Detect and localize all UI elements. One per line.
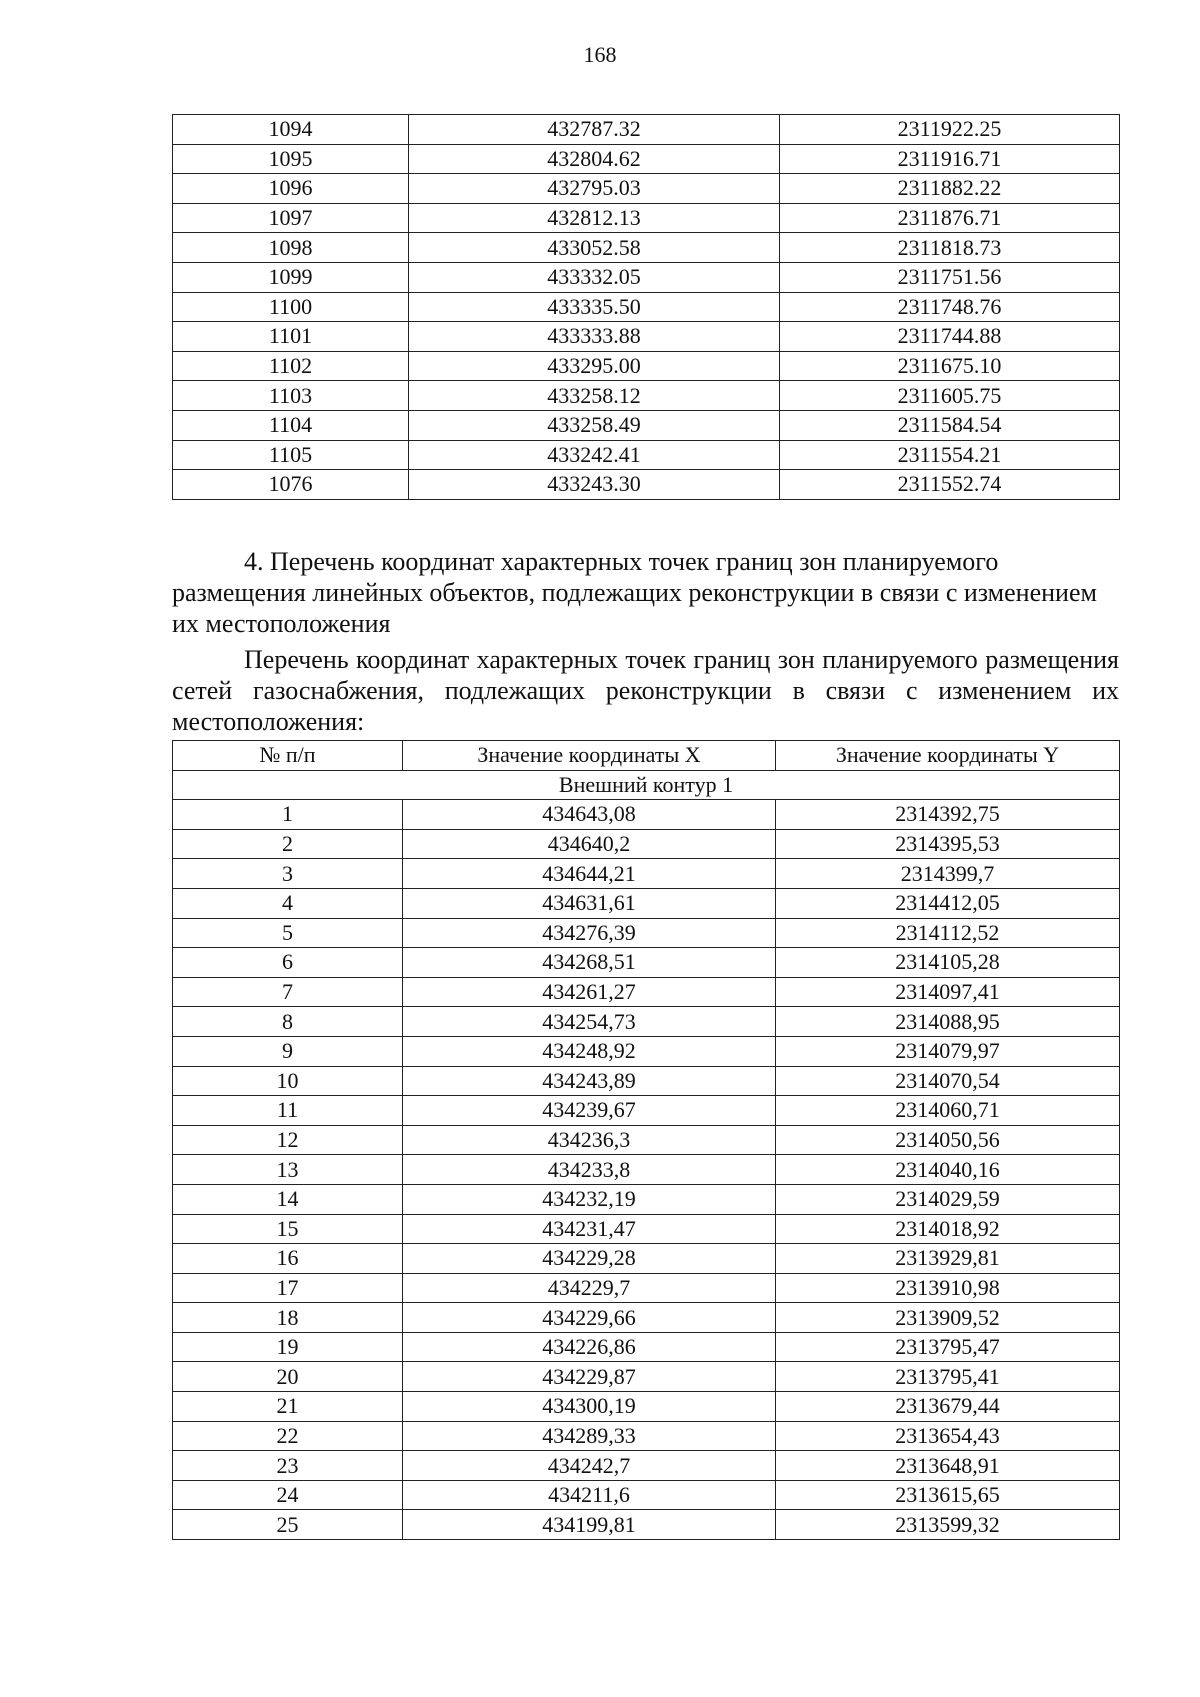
table-row — [173, 1244, 1120, 1274]
point-number-cell: 18 — [173, 1303, 403, 1333]
coordinate-x-cell: 433243.30 — [409, 470, 780, 500]
coordinate-x-cell: 434229,28 — [403, 1244, 776, 1274]
header-coordinate-x: Значение координаты X — [403, 741, 776, 771]
table-row — [173, 115, 1120, 145]
coordinate-x-cell: 433052.58 — [409, 233, 780, 263]
table-header-row — [173, 741, 1120, 771]
coordinate-y-cell: 2313929,81 — [776, 1244, 1120, 1274]
coordinate-y-cell: 2314029,59 — [776, 1184, 1120, 1214]
coordinate-x-cell: 434229,66 — [403, 1303, 776, 1333]
point-number-cell: 25 — [173, 1510, 403, 1540]
table-row — [173, 1007, 1120, 1037]
coordinate-x-cell: 434640,2 — [403, 829, 776, 859]
point-number-cell: 8 — [173, 1007, 403, 1037]
point-number-cell: 12 — [173, 1125, 403, 1155]
point-number-cell: 1101 — [173, 322, 409, 352]
coordinate-x-cell: 434644,21 — [403, 859, 776, 889]
section-intro: Перечень координат характерных точек границ зон планируемого размещения сетей газоснабжения, подлежащих реконструкции в связи с изменением их местоположения: — [172, 645, 1119, 736]
coordinate-y-cell: 2311605.75 — [780, 381, 1120, 411]
coordinate-y-cell: 2311876.71 — [780, 203, 1120, 233]
table-row — [173, 1480, 1120, 1510]
coordinate-y-cell: 2311922.25 — [780, 115, 1120, 145]
point-number-cell: 13 — [173, 1155, 403, 1185]
coordinate-y-cell: 2314105,28 — [776, 948, 1120, 978]
point-number-cell: 1102 — [173, 351, 409, 381]
coordinate-x-cell: 434232,19 — [403, 1184, 776, 1214]
coordinate-x-cell: 433258.12 — [409, 381, 780, 411]
point-number-cell: 1076 — [173, 470, 409, 500]
table-row — [173, 1096, 1120, 1126]
table-row — [173, 918, 1120, 948]
table-row — [173, 322, 1120, 352]
table-row — [173, 1421, 1120, 1451]
group-label: Внешний контур 1 — [173, 770, 1120, 800]
coordinate-x-cell: 434300,19 — [403, 1392, 776, 1422]
point-number-cell: 1097 — [173, 203, 409, 233]
coordinate-y-cell: 2311748.76 — [780, 292, 1120, 322]
coordinate-x-cell: 434231,47 — [403, 1214, 776, 1244]
gas-network-coordinates-body — [173, 770, 1120, 1539]
point-number-cell: 1098 — [173, 233, 409, 263]
coordinate-x-cell: 434631,61 — [403, 888, 776, 918]
point-number-cell: 1096 — [173, 174, 409, 204]
group-row — [173, 770, 1120, 800]
point-number-cell: 20 — [173, 1362, 403, 1392]
coordinate-y-cell: 2311882.22 — [780, 174, 1120, 204]
point-number-cell: 6 — [173, 948, 403, 978]
table-row — [173, 1125, 1120, 1155]
point-number-cell: 1104 — [173, 410, 409, 440]
table-row — [173, 470, 1120, 500]
table-row — [173, 292, 1120, 322]
point-number-cell: 11 — [173, 1096, 403, 1126]
table-row — [173, 829, 1120, 859]
coordinate-y-cell: 2314088,95 — [776, 1007, 1120, 1037]
coordinate-x-cell: 433242.41 — [409, 440, 780, 470]
coordinate-y-cell: 2314395,53 — [776, 829, 1120, 859]
point-number-cell: 1100 — [173, 292, 409, 322]
table-row — [173, 888, 1120, 918]
coordinate-x-cell: 433258.49 — [409, 410, 780, 440]
coordinate-y-cell: 2311552.74 — [780, 470, 1120, 500]
gas-network-coordinates-table — [172, 740, 1120, 1540]
table-row — [173, 233, 1120, 263]
coordinate-x-cell: 434254,73 — [403, 1007, 776, 1037]
coordinate-x-cell: 432812.13 — [409, 203, 780, 233]
coordinate-y-cell: 2311554.21 — [780, 440, 1120, 470]
coordinate-y-cell: 2313795,47 — [776, 1332, 1120, 1362]
header-point-number: № п/п — [173, 741, 403, 771]
point-number-cell: 1105 — [173, 440, 409, 470]
table-row — [173, 859, 1120, 889]
table-row — [173, 1184, 1120, 1214]
coordinate-y-cell: 2314050,56 — [776, 1125, 1120, 1155]
table-row — [173, 1392, 1120, 1422]
coordinate-y-cell: 2314060,71 — [776, 1096, 1120, 1126]
table-row — [173, 351, 1120, 381]
coordinate-x-cell: 434276,39 — [403, 918, 776, 948]
point-number-cell: 14 — [173, 1184, 403, 1214]
coordinate-x-cell: 434248,92 — [403, 1036, 776, 1066]
coordinate-y-cell: 2313615,65 — [776, 1480, 1120, 1510]
point-number-cell: 9 — [173, 1036, 403, 1066]
table-row — [173, 174, 1120, 204]
coordinate-x-cell: 432787.32 — [409, 115, 780, 145]
coordinate-y-cell: 2313599,32 — [776, 1510, 1120, 1540]
table-row — [173, 1155, 1120, 1185]
point-number-cell: 2 — [173, 829, 403, 859]
coordinate-x-cell: 434233,8 — [403, 1155, 776, 1185]
point-number-cell: 10 — [173, 1066, 403, 1096]
point-number-cell: 21 — [173, 1392, 403, 1422]
point-number-cell: 1103 — [173, 381, 409, 411]
table-row — [173, 977, 1120, 1007]
coordinate-y-cell: 2311584.54 — [780, 410, 1120, 440]
coordinate-x-cell: 433335.50 — [409, 292, 780, 322]
coordinate-x-cell: 434199,81 — [403, 1510, 776, 1540]
table-row — [173, 1214, 1120, 1244]
coordinate-y-cell: 2313654,43 — [776, 1421, 1120, 1451]
coordinate-y-cell: 2311675.10 — [780, 351, 1120, 381]
coordinate-y-cell: 2314040,16 — [776, 1155, 1120, 1185]
coordinate-y-cell: 2311818.73 — [780, 233, 1120, 263]
table-row — [173, 800, 1120, 830]
point-number-cell: 16 — [173, 1244, 403, 1274]
table-row — [173, 1451, 1120, 1481]
point-number-cell: 5 — [173, 918, 403, 948]
table-row — [173, 410, 1120, 440]
point-number-cell: 22 — [173, 1421, 403, 1451]
coordinate-x-cell: 434289,33 — [403, 1421, 776, 1451]
point-number-cell: 1095 — [173, 144, 409, 174]
point-number-cell: 4 — [173, 888, 403, 918]
page-number: 168 — [583, 42, 617, 67]
coordinate-x-cell: 432795.03 — [409, 174, 780, 204]
point-number-cell: 7 — [173, 977, 403, 1007]
point-number-cell: 23 — [173, 1451, 403, 1481]
table-row — [173, 1510, 1120, 1540]
header-coordinate-y: Значение координаты Y — [776, 741, 1120, 771]
coordinate-x-cell: 434268,51 — [403, 948, 776, 978]
coordinate-x-cell: 434643,08 — [403, 800, 776, 830]
coordinate-y-cell: 2314112,52 — [776, 918, 1120, 948]
coordinates-table-continued-body — [173, 115, 1120, 500]
point-number-cell: 24 — [173, 1480, 403, 1510]
coordinate-y-cell: 2311916.71 — [780, 144, 1120, 174]
table-row — [173, 1362, 1120, 1392]
coordinate-y-cell: 2314079,97 — [776, 1036, 1120, 1066]
point-number-cell: 3 — [173, 859, 403, 889]
coordinate-x-cell: 434229,87 — [403, 1362, 776, 1392]
point-number-cell: 1099 — [173, 262, 409, 292]
coordinate-y-cell: 2313795,41 — [776, 1362, 1120, 1392]
coordinate-y-cell: 2314070,54 — [776, 1066, 1120, 1096]
coordinate-x-cell: 433295.00 — [409, 351, 780, 381]
table-row — [173, 144, 1120, 174]
coordinate-x-cell: 433333.88 — [409, 322, 780, 352]
point-number-cell: 1094 — [173, 115, 409, 145]
table-row — [173, 1303, 1120, 1333]
coordinate-y-cell: 2314392,75 — [776, 800, 1120, 830]
coordinate-y-cell: 2314399,7 — [776, 859, 1120, 889]
table-row — [173, 1332, 1120, 1362]
coordinate-y-cell: 2313910,98 — [776, 1273, 1120, 1303]
table-row — [173, 1066, 1120, 1096]
coordinate-x-cell: 434211,6 — [403, 1480, 776, 1510]
coordinate-x-cell: 432804.62 — [409, 144, 780, 174]
table-row — [173, 440, 1120, 470]
coordinate-x-cell: 434243,89 — [403, 1066, 776, 1096]
coordinate-y-cell: 2311744.88 — [780, 322, 1120, 352]
table-row — [173, 1036, 1120, 1066]
coordinate-x-cell: 434226,86 — [403, 1332, 776, 1362]
table-row — [173, 381, 1120, 411]
table-row — [173, 203, 1120, 233]
coordinate-x-cell: 433332.05 — [409, 262, 780, 292]
point-number-cell: 19 — [173, 1332, 403, 1362]
coordinate-x-cell: 434242,7 — [403, 1451, 776, 1481]
coordinate-x-cell: 434261,27 — [403, 977, 776, 1007]
section-heading: 4. Перечень координат характерных точек границ зон планируемого размещения линейных объектов, подлежащих реконструкции в связи с изменением их местоположения — [172, 547, 1097, 638]
point-number-cell: 1 — [173, 800, 403, 830]
coordinates-table-continued — [172, 114, 1120, 500]
table-row — [173, 1273, 1120, 1303]
table-row — [173, 948, 1120, 978]
point-number-cell: 15 — [173, 1214, 403, 1244]
table-row — [173, 262, 1120, 292]
point-number-cell: 17 — [173, 1273, 403, 1303]
coordinate-y-cell: 2313679,44 — [776, 1392, 1120, 1422]
coordinate-y-cell: 2313909,52 — [776, 1303, 1120, 1333]
coordinate-y-cell: 2313648,91 — [776, 1451, 1120, 1481]
coordinate-y-cell: 2311751.56 — [780, 262, 1120, 292]
coordinate-y-cell: 2314097,41 — [776, 977, 1120, 1007]
coordinate-y-cell: 2314018,92 — [776, 1214, 1120, 1244]
coordinate-x-cell: 434236,3 — [403, 1125, 776, 1155]
coordinate-x-cell: 434229,7 — [403, 1273, 776, 1303]
coordinate-y-cell: 2314412,05 — [776, 888, 1120, 918]
coordinate-x-cell: 434239,67 — [403, 1096, 776, 1126]
